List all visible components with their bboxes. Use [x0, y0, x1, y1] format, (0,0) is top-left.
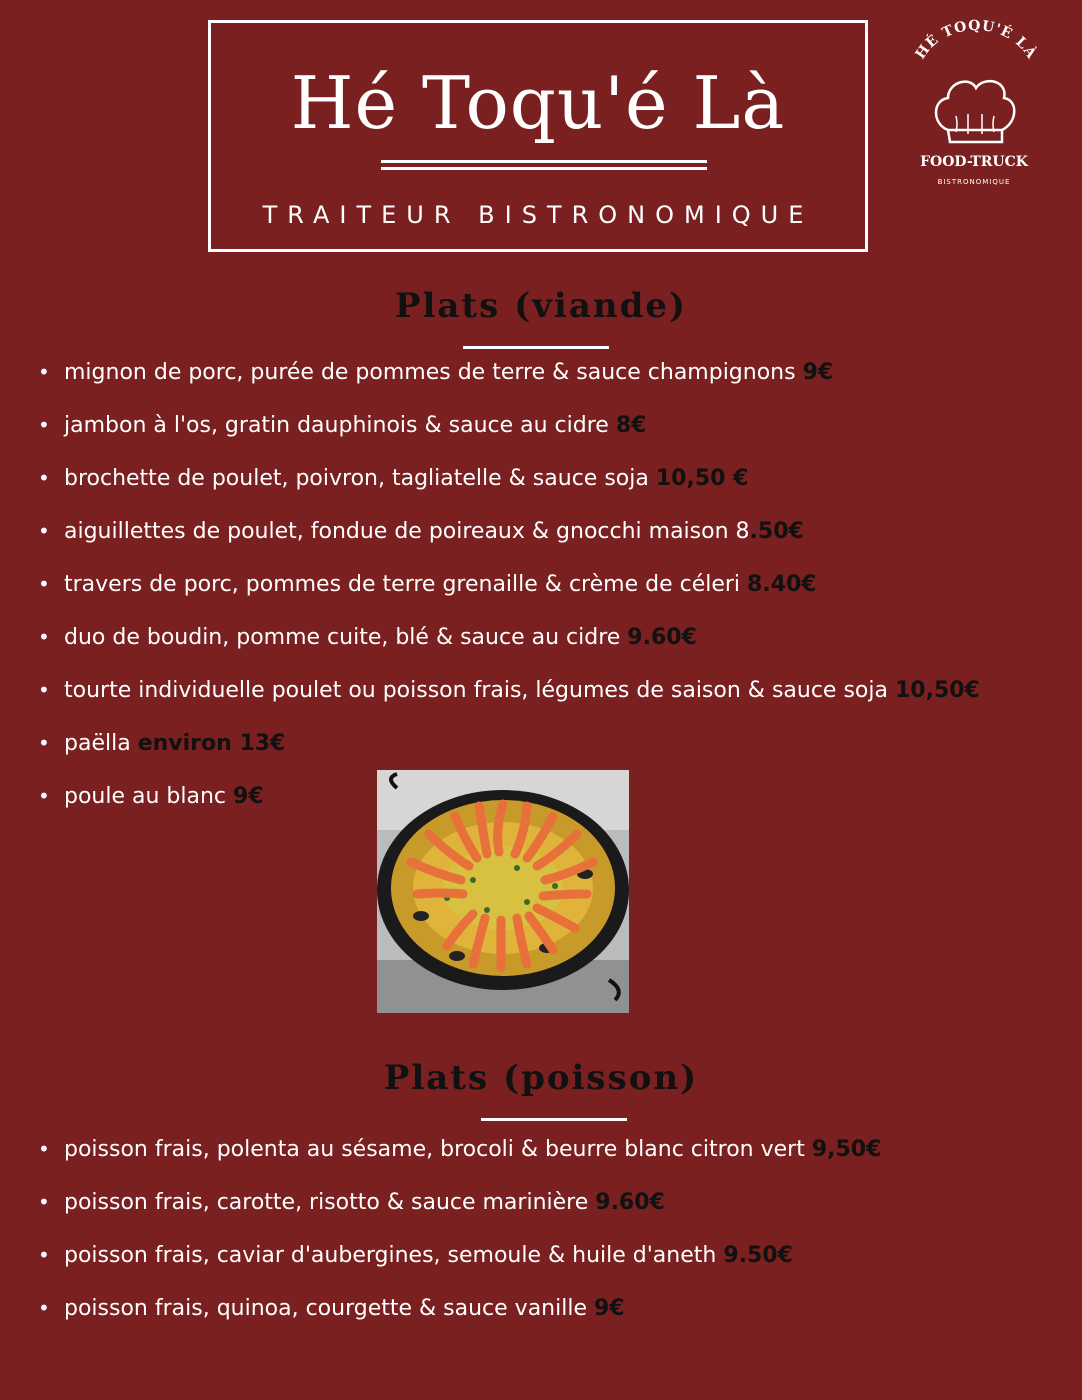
- item-description: poisson frais, carotte, risotto & sauce marinière: [64, 1190, 596, 1215]
- menu-item: [38, 1293, 625, 1324]
- section-divider-viande: [463, 346, 609, 349]
- item-description: aiguillettes de poulet, fondue de poireaux & gnocchi maison 8: [64, 519, 750, 544]
- menu-item: [38, 781, 264, 812]
- menu-item: [38, 410, 646, 441]
- item-price: 9€: [233, 784, 264, 809]
- food-truck-logo: [896, 18, 1052, 194]
- logo-food-truck: FOOD-TRUCK: [920, 154, 1028, 170]
- menu-item: [38, 728, 285, 759]
- item-price: 9.60€: [595, 1190, 665, 1215]
- menu-item: [38, 516, 804, 547]
- menu-item: [38, 569, 817, 600]
- menu-item: [38, 1240, 793, 1271]
- bullet: •: [38, 678, 50, 702]
- bullet: •: [38, 1137, 50, 1161]
- section-title-poisson: Plats (poisson): [383, 1058, 699, 1098]
- menu-item: [38, 463, 748, 494]
- item-price: 9€: [802, 360, 834, 385]
- item-price: 10,50€: [894, 678, 980, 703]
- item-price: environ 13€: [137, 731, 286, 756]
- page-subtitle: TRAITEUR BISTRONOMIQUE: [262, 201, 814, 229]
- bullet: •: [38, 466, 50, 490]
- item-price: 8€: [615, 413, 647, 438]
- item-description: poisson frais, quinoa, courgette & sauce vanille: [64, 1296, 594, 1321]
- logo-bistronomique: BISTRONOMIQUE: [937, 178, 1011, 186]
- chef-hat-icon: [896, 18, 1052, 194]
- logo-arc-text: HÉ TOQU'É LÀ: [912, 18, 1040, 63]
- bullet: •: [38, 413, 50, 437]
- bullet: •: [38, 519, 50, 543]
- svg-text:HÉ TOQU'É LÀ: [913, 18, 1042, 62]
- item-price: 9,50€: [811, 1137, 882, 1162]
- title-divider-bottom: [381, 167, 707, 170]
- section-title-viande: Plats (viande): [394, 286, 688, 326]
- title-divider-top: [381, 160, 707, 163]
- item-price: 9€: [594, 1296, 625, 1321]
- bullet: •: [38, 360, 50, 384]
- item-price: .50€: [749, 519, 804, 544]
- bullet: •: [38, 1243, 50, 1267]
- item-price: 8.40€: [747, 572, 817, 597]
- item-description: tourte individuelle poulet ou poisson frais, légumes de saison & sauce soja: [64, 678, 895, 703]
- menu-item: [38, 1134, 881, 1165]
- bullet: •: [38, 731, 50, 755]
- item-price: 9.60€: [627, 625, 697, 650]
- item-price: 9.50€: [723, 1243, 793, 1268]
- item-description: travers de porc, pommes de terre grenaille & crème de céleri: [64, 572, 748, 597]
- item-description: duo de boudin, pomme cuite, blé & sauce au cidre: [64, 625, 628, 650]
- menu-item: [38, 1187, 665, 1218]
- header-box: [208, 20, 868, 252]
- bullet: •: [38, 784, 50, 808]
- menu-item: [38, 622, 697, 653]
- bullet: •: [38, 572, 50, 596]
- bullet: •: [38, 1190, 50, 1214]
- item-description: paëlla: [64, 731, 138, 756]
- item-description: poule au blanc: [64, 784, 234, 809]
- item-description: brochette de poulet, poivron, tagliatelle & sauce soja: [64, 466, 656, 491]
- page-title: Hé Toqu'é Là: [290, 61, 786, 145]
- menu-item: [38, 357, 833, 388]
- item-description: mignon de porc, purée de pommes de terre & sauce champignons: [64, 360, 803, 385]
- item-description: jambon à l'os, gratin dauphinois & sauce au cidre: [64, 413, 616, 438]
- item-description: poisson frais, polenta au sésame, brocoli & beurre blanc citron vert: [64, 1137, 812, 1162]
- paella-photo: [377, 770, 629, 1013]
- bullet: •: [38, 1296, 50, 1320]
- item-description: poisson frais, caviar d'aubergines, semoule & huile d'aneth: [64, 1243, 724, 1268]
- bullet: •: [38, 625, 50, 649]
- item-price: 10,50 €: [655, 466, 749, 491]
- menu-item: [38, 675, 980, 706]
- section-divider-poisson: [481, 1118, 627, 1121]
